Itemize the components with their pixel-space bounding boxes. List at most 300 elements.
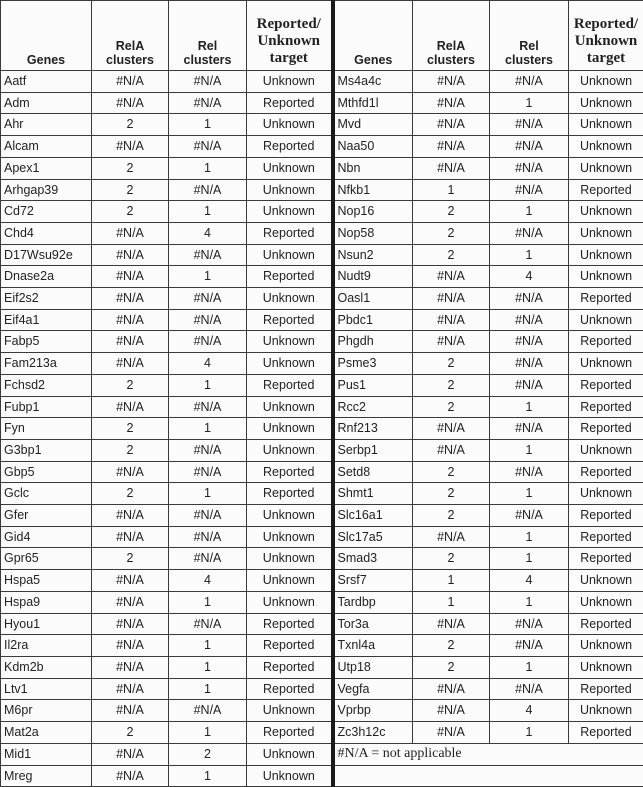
left-rela-clusters-cell: #N/A (92, 309, 169, 331)
right-target-status-cell: Unknown (569, 92, 643, 114)
right-gene-name-cell: Slc16a1 (333, 505, 413, 527)
right-target-status-cell: Unknown (569, 114, 643, 136)
right-rela-clusters-cell: 2 (413, 374, 490, 396)
left-rel-clusters-cell: 1 (169, 765, 247, 787)
right-target-status-cell: Reported (569, 722, 643, 744)
header-rel-left: Rel clusters (169, 1, 247, 71)
table-row (1, 222, 643, 244)
right-target-status-cell: Reported (569, 179, 643, 201)
right-target-status-cell: Reported (569, 331, 643, 353)
right-rel-clusters-cell: #N/A (490, 157, 569, 179)
right-rel-clusters-cell: 4 (490, 570, 569, 592)
right-rel-clusters-cell: #N/A (490, 635, 569, 657)
table-row (1, 92, 643, 114)
right-rela-clusters-cell: 1 (413, 179, 490, 201)
right-gene-name-cell: Setd8 (333, 461, 413, 483)
right-target-status-cell: Unknown (569, 71, 643, 93)
table-row (1, 266, 643, 288)
right-target-status-cell: Reported (569, 613, 643, 635)
right-rela-clusters-cell: 2 (413, 396, 490, 418)
left-rel-clusters-cell: 1 (169, 418, 247, 440)
right-gene-name-cell: Psme3 (333, 353, 413, 375)
left-target-status-cell: Unknown (247, 548, 333, 570)
right-rela-clusters-cell: 2 (413, 353, 490, 375)
right-rela-clusters-cell: 1 (413, 591, 490, 613)
right-gene-name-cell: Nbn (333, 157, 413, 179)
right-rela-clusters-cell: #N/A (413, 700, 490, 722)
left-rela-clusters-cell: 2 (92, 418, 169, 440)
header-status-left: Reported/ Unknown target (247, 1, 333, 71)
left-target-status-cell: Reported (247, 722, 333, 744)
left-target-status-cell: Unknown (247, 505, 333, 527)
right-gene-name-cell: Pus1 (333, 374, 413, 396)
right-rela-clusters-cell: 2 (413, 461, 490, 483)
left-target-status-cell: Reported (247, 309, 333, 331)
right-rel-clusters-cell: #N/A (490, 678, 569, 700)
right-rel-clusters-cell: 1 (490, 244, 569, 266)
left-gene-name-cell: Fchsd2 (1, 374, 92, 396)
table-row (1, 765, 643, 787)
right-rela-clusters-cell: 1 (413, 570, 490, 592)
header-genes-right: Genes (333, 1, 413, 71)
left-rel-clusters-cell: #N/A (169, 461, 247, 483)
left-target-status-cell: Reported (247, 678, 333, 700)
right-target-status-cell: Unknown (569, 309, 643, 331)
table-row (1, 656, 643, 678)
right-rela-clusters-cell: 2 (413, 656, 490, 678)
left-rela-clusters-cell: #N/A (92, 526, 169, 548)
left-gene-name-cell: Adm (1, 92, 92, 114)
right-rel-clusters-cell: 1 (490, 591, 569, 613)
table-row (1, 374, 643, 396)
left-rela-clusters-cell: #N/A (92, 461, 169, 483)
right-rela-clusters-cell: 2 (413, 635, 490, 657)
left-target-status-cell: Unknown (247, 570, 333, 592)
right-rel-clusters-cell: #N/A (490, 331, 569, 353)
left-target-status-cell: Unknown (247, 418, 333, 440)
right-rela-clusters-cell: #N/A (413, 309, 490, 331)
table-row (1, 418, 643, 440)
right-target-status-cell: Reported (569, 374, 643, 396)
left-target-status-cell: Reported (247, 374, 333, 396)
right-target-status-cell: Unknown (569, 136, 643, 158)
left-target-status-cell: Unknown (247, 439, 333, 461)
left-target-status-cell: Unknown (247, 288, 333, 310)
right-rel-clusters-cell: 1 (490, 201, 569, 223)
right-gene-name-cell: Txnl4a (333, 635, 413, 657)
table-row (1, 505, 643, 527)
right-target-status-cell: Reported (569, 678, 643, 700)
left-target-status-cell: Unknown (247, 591, 333, 613)
header-rela-right: RelA clusters (413, 1, 490, 71)
right-target-status-cell: Unknown (569, 157, 643, 179)
left-rela-clusters-cell: #N/A (92, 353, 169, 375)
right-rela-clusters-cell: #N/A (413, 71, 490, 93)
left-rela-clusters-cell: #N/A (92, 288, 169, 310)
right-gene-name-cell: Tor3a (333, 613, 413, 635)
right-rel-clusters-cell: 4 (490, 700, 569, 722)
table-row (1, 548, 643, 570)
right-rela-clusters-cell: 2 (413, 201, 490, 223)
left-rel-clusters-cell: 1 (169, 591, 247, 613)
table-row (1, 114, 643, 136)
header-row (1, 1, 643, 71)
right-target-status-cell: Reported (569, 288, 643, 310)
right-rela-clusters-cell: #N/A (413, 439, 490, 461)
right-gene-name-cell: Nop16 (333, 201, 413, 223)
left-rel-clusters-cell: 1 (169, 266, 247, 288)
right-target-status-cell: Unknown (569, 656, 643, 678)
right-rel-clusters-cell: 1 (490, 526, 569, 548)
right-rel-clusters-cell: 1 (490, 722, 569, 744)
left-rela-clusters-cell: #N/A (92, 505, 169, 527)
table-row (1, 353, 643, 375)
left-target-status-cell: Reported (247, 613, 333, 635)
left-rela-clusters-cell: #N/A (92, 743, 169, 765)
left-gene-name-cell: Fam213a (1, 353, 92, 375)
left-gene-name-cell: Hspa5 (1, 570, 92, 592)
right-gene-name-cell: Phgdh (333, 331, 413, 353)
table-body (1, 71, 643, 787)
left-gene-name-cell: Aatf (1, 71, 92, 93)
table-row (1, 71, 643, 93)
right-gene-name-cell: Vprbp (333, 700, 413, 722)
table-row (1, 331, 643, 353)
left-gene-name-cell: Eif4a1 (1, 309, 92, 331)
right-rela-clusters-cell: #N/A (413, 418, 490, 440)
left-target-status-cell: Reported (247, 92, 333, 114)
left-rela-clusters-cell: 2 (92, 722, 169, 744)
left-target-status-cell: Reported (247, 635, 333, 657)
left-target-status-cell: Unknown (247, 331, 333, 353)
right-gene-name-cell: Naa50 (333, 136, 413, 158)
right-target-status-cell: Reported (569, 396, 643, 418)
left-target-status-cell: Unknown (247, 179, 333, 201)
right-rel-clusters-cell: 1 (490, 439, 569, 461)
left-rela-clusters-cell: #N/A (92, 765, 169, 787)
right-gene-name-cell: Rnf213 (333, 418, 413, 440)
table-row (1, 678, 643, 700)
right-gene-name-cell: Srsf7 (333, 570, 413, 592)
right-gene-name-cell: Shmt1 (333, 483, 413, 505)
right-rel-clusters-cell: #N/A (490, 114, 569, 136)
right-target-status-cell: Unknown (569, 483, 643, 505)
left-rel-clusters-cell: #N/A (169, 505, 247, 527)
left-gene-name-cell: Mreg (1, 765, 92, 787)
left-target-status-cell: Unknown (247, 71, 333, 93)
right-gene-name-cell: Mthfd1l (333, 92, 413, 114)
left-rel-clusters-cell: 1 (169, 483, 247, 505)
right-rel-clusters-cell: 1 (490, 483, 569, 505)
right-target-status-cell: Unknown (569, 439, 643, 461)
right-gene-name-cell: Tardbp (333, 591, 413, 613)
left-rel-clusters-cell: 4 (169, 353, 247, 375)
left-rela-clusters-cell: #N/A (92, 570, 169, 592)
left-rel-clusters-cell: 1 (169, 722, 247, 744)
right-rel-clusters-cell: 1 (490, 656, 569, 678)
left-target-status-cell: Reported (247, 461, 333, 483)
left-target-status-cell: Reported (247, 266, 333, 288)
table-row (1, 591, 643, 613)
left-gene-name-cell: M6pr (1, 700, 92, 722)
right-gene-name-cell: Rcc2 (333, 396, 413, 418)
left-rela-clusters-cell: #N/A (92, 635, 169, 657)
left-gene-name-cell: Arhgap39 (1, 179, 92, 201)
table-row (1, 179, 643, 201)
left-target-status-cell: Reported (247, 483, 333, 505)
right-rela-clusters-cell: #N/A (413, 136, 490, 158)
table-row (1, 526, 643, 548)
left-target-status-cell: Reported (247, 136, 333, 158)
right-gene-name-cell: Serbp1 (333, 439, 413, 461)
left-rela-clusters-cell: #N/A (92, 331, 169, 353)
right-target-status-cell: Reported (569, 548, 643, 570)
right-rela-clusters-cell: #N/A (413, 266, 490, 288)
left-gene-name-cell: Gid4 (1, 526, 92, 548)
right-rel-clusters-cell: #N/A (490, 309, 569, 331)
left-gene-name-cell: Eif2s2 (1, 288, 92, 310)
left-gene-name-cell: Dnase2a (1, 266, 92, 288)
right-rela-clusters-cell: 2 (413, 483, 490, 505)
left-gene-name-cell: Ahr (1, 114, 92, 136)
left-rela-clusters-cell: 2 (92, 179, 169, 201)
right-rel-clusters-cell: #N/A (490, 613, 569, 635)
table-row (1, 157, 643, 179)
right-target-status-cell: Reported (569, 505, 643, 527)
left-rela-clusters-cell: 2 (92, 201, 169, 223)
right-rel-clusters-cell: #N/A (490, 374, 569, 396)
right-gene-name-cell: Nudt9 (333, 266, 413, 288)
left-rel-clusters-cell: 4 (169, 570, 247, 592)
left-rela-clusters-cell: #N/A (92, 136, 169, 158)
left-gene-name-cell: Apex1 (1, 157, 92, 179)
left-rela-clusters-cell: #N/A (92, 244, 169, 266)
left-rel-clusters-cell: 1 (169, 201, 247, 223)
left-rel-clusters-cell: #N/A (169, 71, 247, 93)
empty-cell (333, 765, 643, 787)
left-rel-clusters-cell: #N/A (169, 309, 247, 331)
left-rel-clusters-cell: 1 (169, 114, 247, 136)
left-rel-clusters-cell: #N/A (169, 700, 247, 722)
left-rela-clusters-cell: #N/A (92, 591, 169, 613)
left-gene-name-cell: Gfer (1, 505, 92, 527)
left-target-status-cell: Unknown (247, 157, 333, 179)
left-rel-clusters-cell: 1 (169, 157, 247, 179)
left-rel-clusters-cell: 1 (169, 374, 247, 396)
right-target-status-cell: Unknown (569, 591, 643, 613)
right-rela-clusters-cell: #N/A (413, 157, 490, 179)
table-row (1, 201, 643, 223)
left-rela-clusters-cell: #N/A (92, 71, 169, 93)
right-rel-clusters-cell: 4 (490, 266, 569, 288)
right-target-status-cell: Unknown (569, 635, 643, 657)
right-gene-name-cell: Smad3 (333, 548, 413, 570)
right-target-status-cell: Unknown (569, 201, 643, 223)
table-row (1, 439, 643, 461)
left-gene-name-cell: Cd72 (1, 201, 92, 223)
left-rela-clusters-cell: #N/A (92, 700, 169, 722)
right-rela-clusters-cell: #N/A (413, 331, 490, 353)
right-target-status-cell: Unknown (569, 266, 643, 288)
left-rel-clusters-cell: #N/A (169, 136, 247, 158)
table-row (1, 700, 643, 722)
right-gene-name-cell: Oasl1 (333, 288, 413, 310)
left-target-status-cell: Unknown (247, 765, 333, 787)
left-gene-name-cell: Mid1 (1, 743, 92, 765)
left-rel-clusters-cell: #N/A (169, 613, 247, 635)
left-rela-clusters-cell: 2 (92, 439, 169, 461)
right-rel-clusters-cell: 1 (490, 396, 569, 418)
right-rela-clusters-cell: #N/A (413, 613, 490, 635)
right-target-status-cell: Reported (569, 461, 643, 483)
left-rela-clusters-cell: 2 (92, 157, 169, 179)
right-gene-name-cell: Vegfa (333, 678, 413, 700)
table-row (1, 396, 643, 418)
right-gene-name-cell: Nfkb1 (333, 179, 413, 201)
left-gene-name-cell: Ltv1 (1, 678, 92, 700)
left-rela-clusters-cell: 2 (92, 483, 169, 505)
header-status-right: Reported/ Unknown target (569, 1, 643, 71)
right-rel-clusters-cell: #N/A (490, 288, 569, 310)
right-gene-name-cell: Ms4a4c (333, 71, 413, 93)
table-row (1, 288, 643, 310)
table-row (1, 613, 643, 635)
left-target-status-cell: Unknown (247, 700, 333, 722)
right-rela-clusters-cell: 2 (413, 244, 490, 266)
table-row (1, 722, 643, 744)
left-gene-name-cell: Chd4 (1, 222, 92, 244)
left-target-status-cell: Unknown (247, 396, 333, 418)
left-gene-name-cell: Kdm2b (1, 656, 92, 678)
right-target-status-cell: Unknown (569, 244, 643, 266)
left-target-status-cell: Unknown (247, 353, 333, 375)
left-rel-clusters-cell: #N/A (169, 288, 247, 310)
table-row (1, 244, 643, 266)
left-target-status-cell: Unknown (247, 201, 333, 223)
left-gene-name-cell: Gclc (1, 483, 92, 505)
left-rel-clusters-cell: #N/A (169, 439, 247, 461)
left-gene-name-cell: Alcam (1, 136, 92, 158)
left-gene-name-cell: Fyn (1, 418, 92, 440)
right-rel-clusters-cell: #N/A (490, 505, 569, 527)
table-row (1, 461, 643, 483)
right-gene-name-cell: Nsun2 (333, 244, 413, 266)
left-rel-clusters-cell: #N/A (169, 548, 247, 570)
right-rela-clusters-cell: #N/A (413, 288, 490, 310)
left-rela-clusters-cell: 2 (92, 114, 169, 136)
right-target-status-cell: Unknown (569, 222, 643, 244)
left-gene-name-cell: Il2ra (1, 635, 92, 657)
left-gene-name-cell: Hyou1 (1, 613, 92, 635)
right-rela-clusters-cell: #N/A (413, 92, 490, 114)
left-rela-clusters-cell: #N/A (92, 92, 169, 114)
left-gene-name-cell: Mat2a (1, 722, 92, 744)
left-rel-clusters-cell: #N/A (169, 331, 247, 353)
left-gene-name-cell: G3bp1 (1, 439, 92, 461)
left-rel-clusters-cell: 4 (169, 222, 247, 244)
right-target-status-cell: Unknown (569, 570, 643, 592)
right-rela-clusters-cell: 2 (413, 222, 490, 244)
right-rel-clusters-cell: 1 (490, 92, 569, 114)
table-row (1, 743, 643, 765)
left-rel-clusters-cell: 1 (169, 656, 247, 678)
left-rela-clusters-cell: #N/A (92, 613, 169, 635)
left-rel-clusters-cell: #N/A (169, 92, 247, 114)
left-gene-name-cell: Gbp5 (1, 461, 92, 483)
right-rela-clusters-cell: #N/A (413, 114, 490, 136)
left-target-status-cell: Reported (247, 656, 333, 678)
left-target-status-cell: Reported (247, 222, 333, 244)
left-rel-clusters-cell: 1 (169, 678, 247, 700)
left-gene-name-cell: Fabp5 (1, 331, 92, 353)
right-target-status-cell: Reported (569, 418, 643, 440)
left-rela-clusters-cell: #N/A (92, 266, 169, 288)
left-rela-clusters-cell: #N/A (92, 222, 169, 244)
left-rel-clusters-cell: #N/A (169, 244, 247, 266)
right-rela-clusters-cell: #N/A (413, 722, 490, 744)
right-rel-clusters-cell: #N/A (490, 353, 569, 375)
right-rel-clusters-cell: #N/A (490, 136, 569, 158)
table-row (1, 570, 643, 592)
left-rela-clusters-cell: 2 (92, 374, 169, 396)
left-rela-clusters-cell: #N/A (92, 678, 169, 700)
left-gene-name-cell: Gpr65 (1, 548, 92, 570)
table-row (1, 136, 643, 158)
right-target-status-cell: Unknown (569, 700, 643, 722)
right-gene-name-cell: Mvd (333, 114, 413, 136)
left-target-status-cell: Unknown (247, 743, 333, 765)
table-row (1, 483, 643, 505)
right-gene-name-cell: Nop58 (333, 222, 413, 244)
right-rela-clusters-cell: #N/A (413, 678, 490, 700)
header-rela-left: RelA clusters (92, 1, 169, 71)
right-rel-clusters-cell: #N/A (490, 222, 569, 244)
right-rela-clusters-cell: #N/A (413, 526, 490, 548)
right-rel-clusters-cell: 1 (490, 548, 569, 570)
left-rela-clusters-cell: #N/A (92, 396, 169, 418)
right-rel-clusters-cell: #N/A (490, 71, 569, 93)
left-target-status-cell: Unknown (247, 526, 333, 548)
right-gene-name-cell: Slc17a5 (333, 526, 413, 548)
left-rela-clusters-cell: 2 (92, 548, 169, 570)
left-rel-clusters-cell: 2 (169, 743, 247, 765)
left-rel-clusters-cell: #N/A (169, 396, 247, 418)
left-target-status-cell: Unknown (247, 114, 333, 136)
right-rela-clusters-cell: 2 (413, 548, 490, 570)
footnote: #N/A = not applicable (333, 743, 643, 765)
right-rel-clusters-cell: #N/A (490, 461, 569, 483)
header-rel-right: Rel clusters (490, 1, 569, 71)
right-rel-clusters-cell: #N/A (490, 179, 569, 201)
right-gene-name-cell: Pbdc1 (333, 309, 413, 331)
right-target-status-cell: Unknown (569, 353, 643, 375)
right-gene-name-cell: Utp18 (333, 656, 413, 678)
left-gene-name-cell: Fubp1 (1, 396, 92, 418)
left-rela-clusters-cell: #N/A (92, 656, 169, 678)
right-rela-clusters-cell: 2 (413, 505, 490, 527)
right-gene-name-cell: Zc3h12c (333, 722, 413, 744)
left-gene-name-cell: Hspa9 (1, 591, 92, 613)
left-rel-clusters-cell: #N/A (169, 526, 247, 548)
left-rel-clusters-cell: #N/A (169, 179, 247, 201)
left-target-status-cell: Unknown (247, 244, 333, 266)
table-row (1, 309, 643, 331)
right-target-status-cell: Reported (569, 526, 643, 548)
left-rel-clusters-cell: 1 (169, 635, 247, 657)
left-gene-name-cell: D17Wsu92e (1, 244, 92, 266)
table-row (1, 635, 643, 657)
right-rel-clusters-cell: #N/A (490, 418, 569, 440)
